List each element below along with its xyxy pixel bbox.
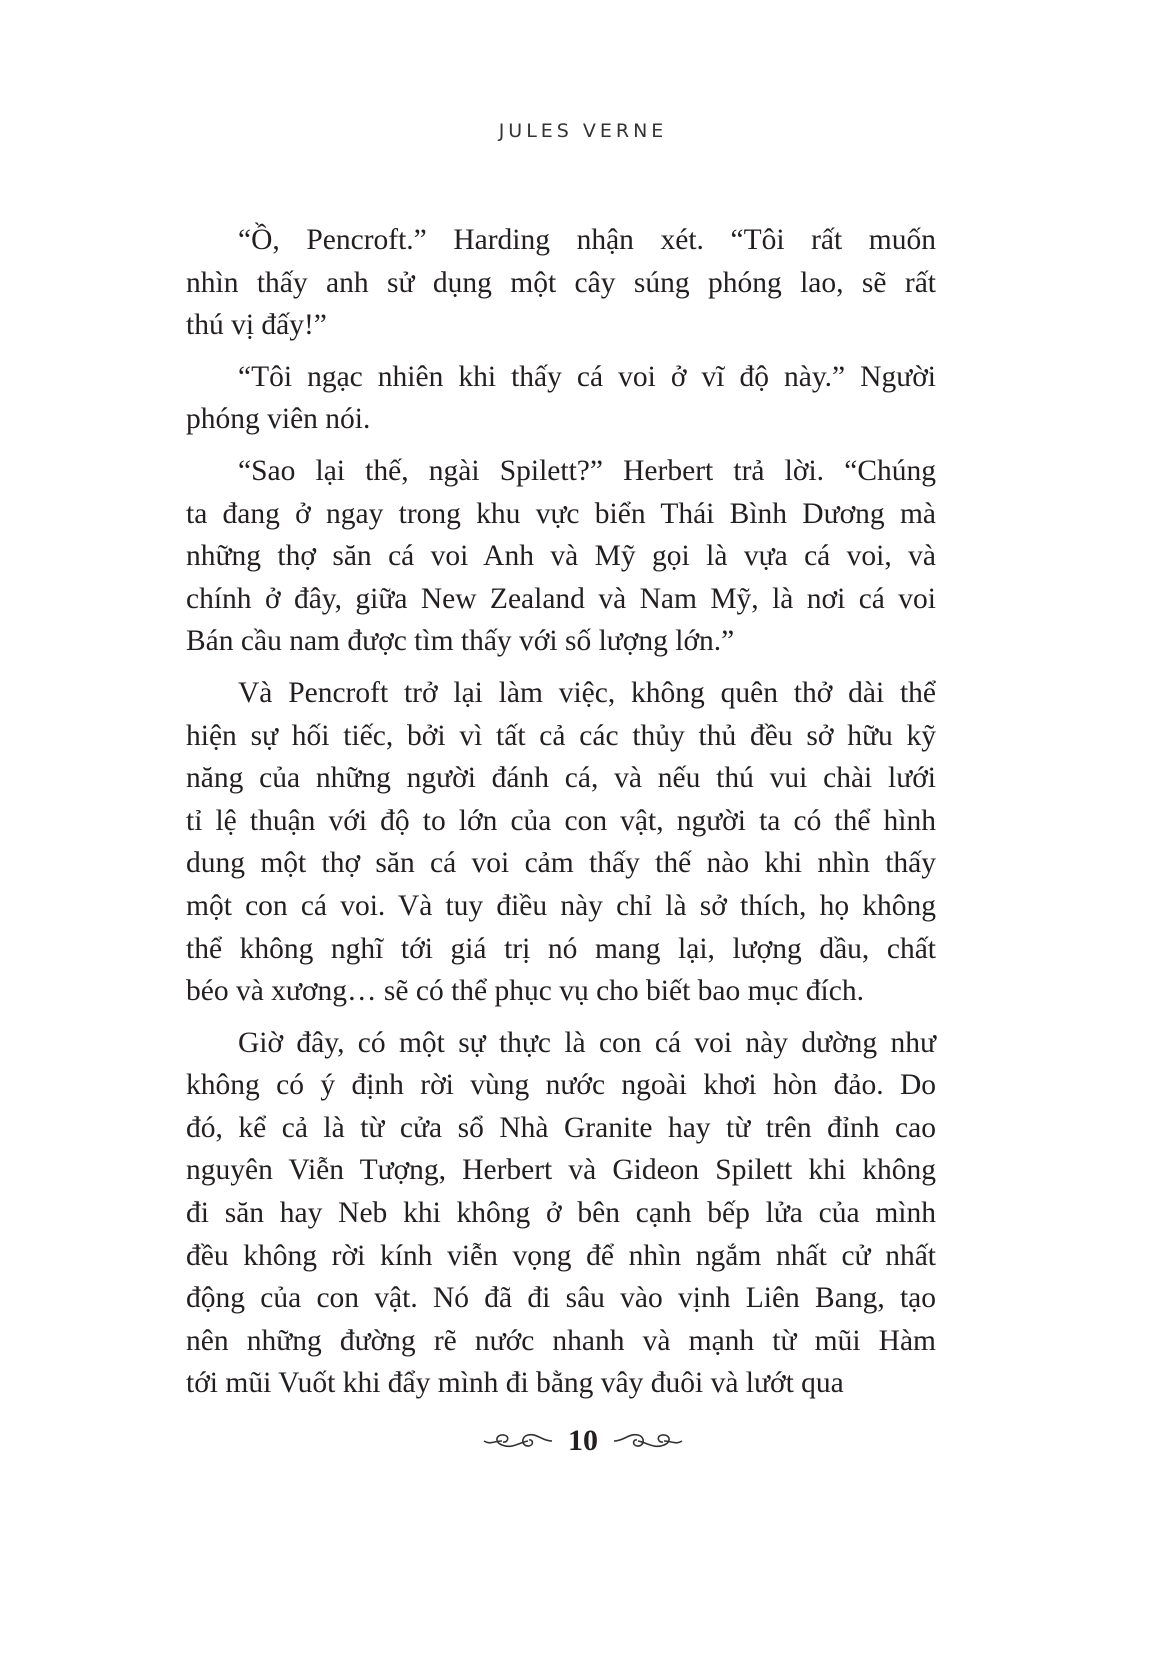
text-line: Giờ đây, có một sự thực là con cá voi này dường như (238, 1026, 936, 1059)
text-line: tỉ lệ thuận với độ to lớn của con vật, người ta có thể hình (186, 804, 936, 837)
text-line: Bán cầu nam được tìm thấy với số lượng lớn.” (186, 625, 735, 658)
running-header: JULES VERNE (498, 120, 668, 142)
text-line: dung một thợ săn cá voi cảm thấy thế nào khi nhìn thấy (186, 847, 936, 880)
right-flourish-icon (612, 1429, 684, 1453)
text-line: hiện sự hối tiếc, bởi vì tất cả các thủy thủ đều sở hữu kỹ (186, 719, 936, 752)
text-line: béo và xương… sẽ có thể phục vụ cho biết bao mục đích. (186, 975, 864, 1008)
text-line: thể không nghĩ tới giá trị nó mang lại, lượng dầu, chất (186, 932, 936, 965)
page-footer (0, 1424, 1166, 1458)
text-line: tới mũi Vuốt khi đẩy mình đi bằng vây đuôi và lướt qua (186, 1367, 844, 1400)
text-line: nguyên Viễn Tượng, Herbert và Gideon Spilett khi không (186, 1154, 936, 1187)
text-line: nên những đường rẽ nước nhanh và mạnh từ mũi Hàm (186, 1324, 936, 1357)
text-line: đi săn hay Neb khi không ở bên cạnh bếp lửa của mình (186, 1197, 936, 1230)
text-line: phóng viên nói. (186, 403, 371, 436)
text-line: năng của những người đánh cá, và nếu thú vui chài lưới (186, 762, 936, 795)
paragraph (186, 1022, 936, 1405)
text-line: đều không rời kính viễn vọng để nhìn ngắm nhất cử nhất (186, 1239, 936, 1272)
text-line: đó, kể cả là từ cửa sổ Nhà Granite hay từ trên đỉnh cao (186, 1111, 936, 1144)
body-text (186, 219, 936, 1414)
text-line: “Ồ, Pencroft.” Harding nhận xét. “Tôi rất muốn (238, 224, 936, 256)
text-line: chính ở đây, giữa New Zealand và Nam Mỹ, là nơi cá voi (186, 582, 936, 615)
left-flourish-icon (482, 1429, 554, 1453)
text-line: một con cá voi. Và tuy điều này chỉ là sở thích, họ không (186, 889, 936, 922)
text-line: “Tôi ngạc nhiên khi thấy cá voi ở vĩ độ này.” Người (238, 360, 936, 393)
text-line: thú vị đấy!” (186, 309, 327, 342)
paragraph (186, 219, 936, 347)
page-number: 10 (568, 1424, 598, 1457)
text-line: “Sao lại thế, ngài Spilett?” Herbert trả lời. “Chúng (238, 454, 936, 487)
text-line: không có ý định rời vùng nước ngoài khơi hòn đảo. Do (186, 1069, 936, 1102)
text-line: động của con vật. Nó đã đi sâu vào vịnh Liên Bang, tạo (186, 1282, 936, 1315)
text-line: ta đang ở ngay trong khu vực biển Thái Bình Dương mà (186, 497, 936, 530)
text-line: những thợ săn cá voi Anh và Mỹ gọi là vựa cá voi, và (186, 540, 936, 573)
text-line: Và Pencroft trở lại làm việc, không quên thở dài thể (238, 676, 936, 709)
paragraph (186, 356, 936, 441)
paragraph (186, 450, 936, 663)
paragraph (186, 672, 936, 1013)
text-line: nhìn thấy anh sử dụng một cây súng phóng lao, sẽ rất (186, 266, 936, 299)
